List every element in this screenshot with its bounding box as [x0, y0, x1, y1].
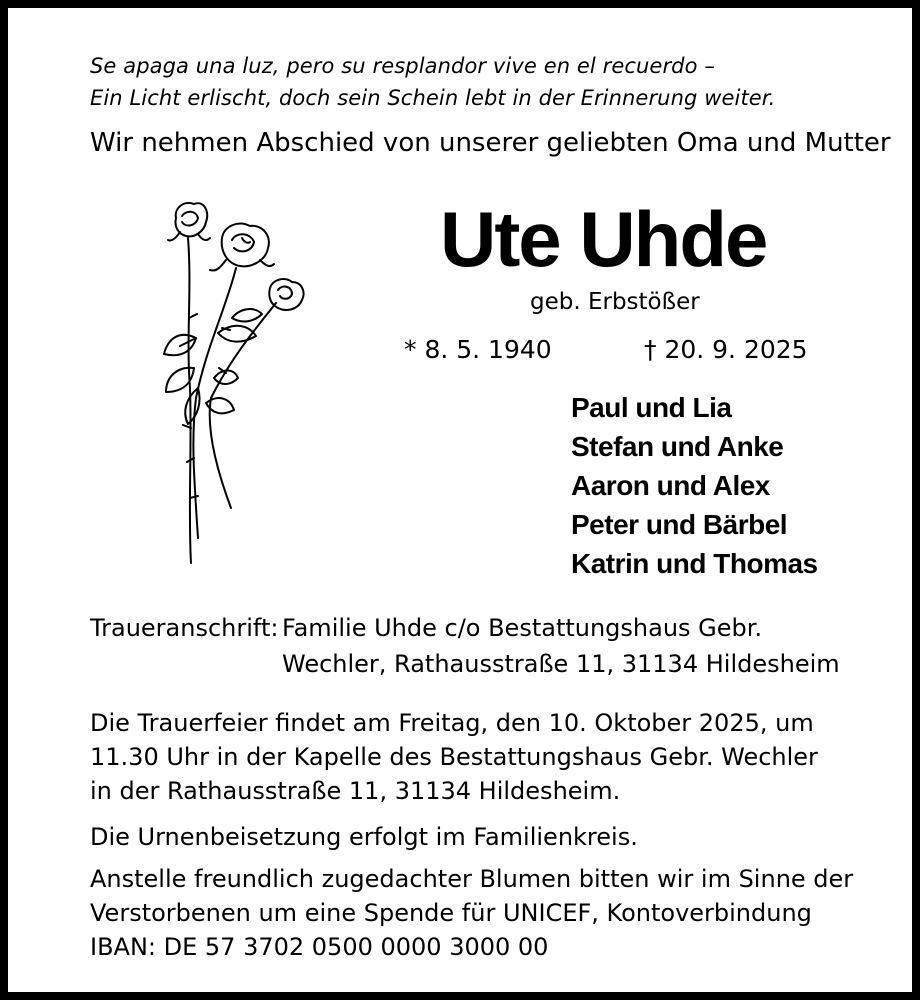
ceremony-line-1: Die Trauerfeier findet am Freitag, den 10. Oktober 2025, um	[90, 709, 814, 737]
family-member: Peter und Bärbel	[571, 509, 788, 540]
family-list	[571, 388, 818, 583]
family-member: Paul und Lia	[571, 392, 732, 423]
family-member: Stefan und Anke	[571, 431, 784, 462]
birth-date: * 8. 5. 1940	[404, 335, 552, 364]
quote-line-2: Ein Licht erlischt, doch sein Schein lebt in der Erinnerung weiter.	[90, 86, 776, 110]
burial-note: Die Urnenbeisetzung erfolgt im Familienkreis.	[90, 823, 638, 851]
maiden-name: geb. Erbstößer	[530, 289, 700, 315]
death-date: † 20. 9. 2025	[644, 335, 808, 364]
address-line-2: Wechler, Rathausstraße 11, 31134 Hildesheim	[282, 650, 840, 678]
ceremony-line-3: in der Rathausstraße 11, 31134 Hildesheim.	[90, 777, 621, 805]
deceased-name: Ute Uhde	[440, 195, 767, 283]
ceremony-paragraph	[90, 706, 818, 808]
farewell-intro: Wir nehmen Abschied von unserer geliebten Oma und Mutter	[90, 128, 891, 158]
donation-line-1: Anstelle freundlich zugedachter Blumen bitten wir im Sinne der	[90, 865, 854, 893]
donation-line-3: IBAN: DE 57 3702 0500 0000 3000 00	[90, 933, 549, 961]
roses-icon	[136, 198, 316, 568]
donation-line-2: Verstorbenen um eine Spende für UNICEF, Kontoverbindung	[90, 899, 812, 927]
address-line-1: Familie Uhde c/o Bestattungshaus Gebr.	[282, 614, 763, 642]
family-member: Katrin und Thomas	[571, 548, 818, 579]
address-label: Traueranschrift:	[90, 614, 279, 642]
family-member: Aaron und Alex	[571, 470, 770, 501]
ceremony-line-2: 11.30 Uhr in der Kapelle des Bestattungshaus Gebr. Wechler	[90, 743, 818, 771]
quote-line-1: Se apaga una luz, pero su resplandor vive en el recuerdo –	[90, 54, 715, 78]
donation-paragraph	[90, 862, 853, 964]
